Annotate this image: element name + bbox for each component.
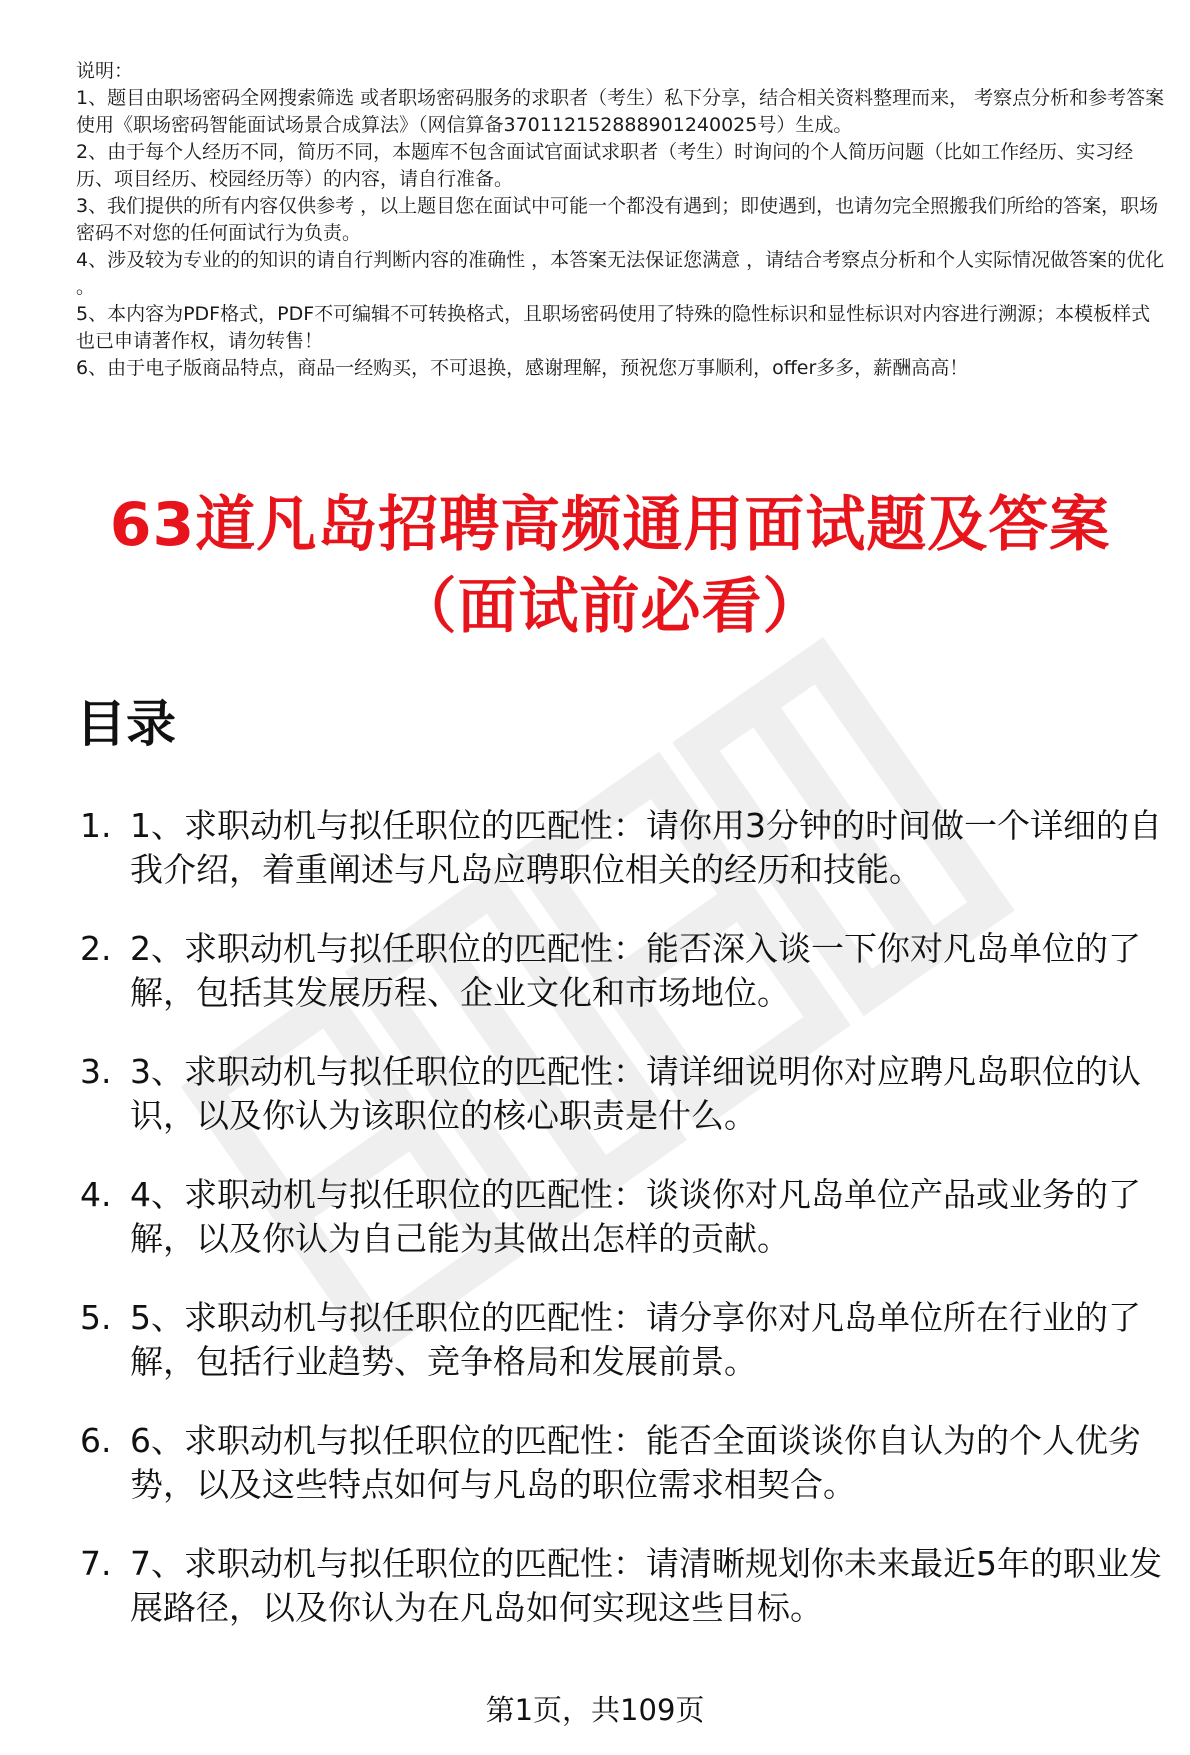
toc-item[interactable] <box>76 1419 1166 1507</box>
toc-item[interactable] <box>76 927 1166 1015</box>
notice-item: 1、题目由职场密码全网搜索筛选 或者职场密码服务的求职者（考生）私下分享，结合相关资料整理而来， 考察点分析和参考答案使用《职场密码智能面试场景合成算法》（网信算备370112152888901240025号）生成。 <box>76 87 1165 136</box>
table-of-contents <box>76 804 1166 1665</box>
toc-item-number: 2. <box>80 929 112 968</box>
page-number-footer: 第1页，共109页 <box>485 1693 705 1727</box>
toc-item-text: 1、求职动机与拟任职位的匹配性：请你用3分钟的时间做一个详细的自我介绍，着重阐述与凡岛应聘职位相关的经历和技能。 <box>130 806 1162 889</box>
notice-item: 5、本内容为PDF格式，PDF不可编辑不可转换格式，且职场密码使用了特殊的隐性标识和显性标识对内容进行溯源；本模板样式也已申请著作权，请勿转售！ <box>76 303 1151 352</box>
toc-item-number: 5. <box>80 1298 112 1337</box>
toc-item-number: 3. <box>80 1052 112 1091</box>
notice-item: 2、由于每个人经历不同，简历不同，本题库不包含面试官面试求职者（考生）时询问的个人简历问题（比如工作经历、实习经历、项目经历、校园经历等）的内容，请自行准备。 <box>76 141 1134 190</box>
toc-item-number: 4. <box>80 1175 112 1214</box>
toc-item-text: 6、求职动机与拟任职位的匹配性：能否全面谈谈你自认为的个人优劣势，以及这些特点如何与凡岛的职位需求相契合。 <box>130 1421 1141 1504</box>
toc-item-text: 5、求职动机与拟任职位的匹配性：请分享你对凡岛单位所在行业的了解，包括行业趋势、竞争格局和发展前景。 <box>130 1298 1141 1381</box>
notice-item: 4、涉及较为专业的的知识的请自行判断内容的准确性 ，本答案无法保证您满意 ，请结合考察点分析和个人实际情况做答案的优化 。 <box>76 249 1165 298</box>
toc-item-text: 3、求职动机与拟任职位的匹配性：请详细说明你对应聘凡岛职位的认识，以及你认为该职位的核心职责是什么。 <box>130 1052 1141 1135</box>
document-title: 63道凡岛招聘高频通用面试题及答案（面试前必看） <box>109 490 1111 642</box>
toc-heading: 目录 <box>76 695 176 753</box>
toc-item-text: 2、求职动机与拟任职位的匹配性：能否深入谈一下你对凡岛单位的了解，包括其发展历程、企业文化和市场地位。 <box>130 929 1141 1012</box>
notice-item: 6、由于电子版商品特点，商品一经购买，不可退换，感谢理解，预祝您万事顺利，offer多多，薪酬高高！ <box>76 357 969 379</box>
toc-item[interactable] <box>76 1296 1166 1384</box>
notice-item: 3、我们提供的所有内容仅供参考 ，以上题目您在面试中可能一个都没有遇到；即使遇到，也请勿完全照搬我们所给的答案，职场密码不对您的任何面试行为负责。 <box>76 195 1159 244</box>
toc-item[interactable] <box>76 804 1166 892</box>
toc-item[interactable] <box>76 1542 1166 1630</box>
toc-item-text: 7、求职动机与拟任职位的匹配性：请清晰规划你未来最近5年的职业发展路径，以及你认为在凡岛如何实现这些目标。 <box>130 1544 1162 1627</box>
toc-item-number: 1. <box>80 806 112 845</box>
toc-item-number: 6. <box>80 1421 112 1460</box>
toc-item-number: 7. <box>80 1544 112 1583</box>
toc-item-text: 4、求职动机与拟任职位的匹配性：谈谈你对凡岛单位产品或业务的了解，以及你认为自己能为其做出怎样的贡献。 <box>130 1175 1141 1258</box>
notice-section <box>76 58 1166 382</box>
notice-heading: 说明： <box>76 60 134 82</box>
toc-item[interactable] <box>76 1173 1166 1261</box>
toc-item[interactable] <box>76 1050 1166 1138</box>
